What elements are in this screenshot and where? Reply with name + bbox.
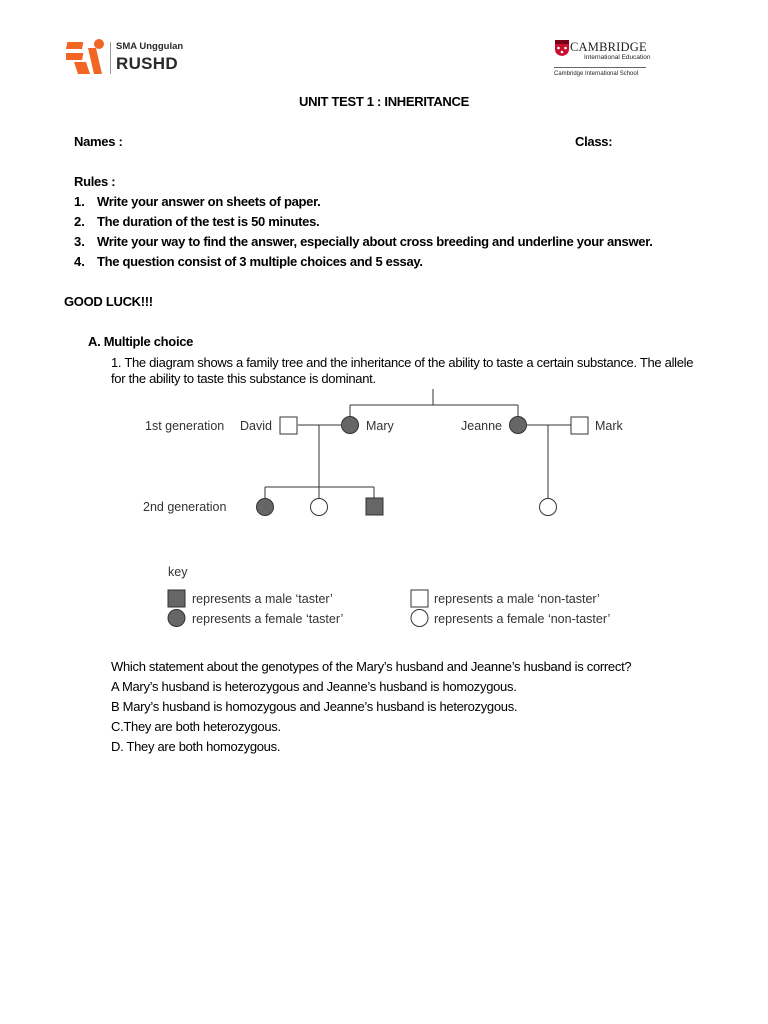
david-male-non-taster <box>280 417 297 434</box>
rule-text: Write your way to find the answer, especially about cross breeding and underline your answer. <box>97 234 653 249</box>
key-female-non-taster-symbol <box>411 610 428 627</box>
key-female-taster-symbol <box>168 610 185 627</box>
name-david: David <box>240 419 272 433</box>
child-male-taster <box>366 498 383 515</box>
names-label: Names : <box>74 134 123 149</box>
child-female-non-taster <box>311 499 328 516</box>
question-text-line1: 1. The diagram shows a family tree and the inheritance of the ability to taste a certain substance. The allele <box>111 355 694 370</box>
cambridge-school-label: Cambridge International School <box>554 71 639 77</box>
school-logo <box>66 38 196 78</box>
rule-text: The duration of the test is 50 minutes. <box>97 214 320 229</box>
pedigree-lines <box>265 389 571 498</box>
answer-option-d: D. They are both homozygous. <box>111 739 281 754</box>
rule-number: 3. <box>74 234 85 249</box>
key-male-non-taster-symbol <box>411 590 428 607</box>
key-female-non-taster-label: represents a female ‘non-taster’ <box>434 612 611 626</box>
cambridge-name: CAMBRIDGE <box>570 40 647 54</box>
name-mary: Mary <box>366 419 394 433</box>
rushd-emblem-icon <box>66 38 108 76</box>
section-a-heading: A. Multiple choice <box>88 334 194 349</box>
answer-option-b: B Mary’s husband is homozygous and Jeanne’s husband is heterozygous. <box>111 699 518 714</box>
logo-divider <box>110 42 111 74</box>
question-text-line2: for the ability to taste this substance is dominant. <box>111 371 376 386</box>
rule-text: Write your answer on sheets of paper. <box>97 194 321 209</box>
gen1-label: 1st generation <box>145 419 225 433</box>
good-luck-text: GOOD LUCK!!! <box>64 294 153 309</box>
school-small-label: SMA Unggulan <box>116 41 184 52</box>
key-title: key <box>168 565 188 579</box>
school-name: RUSHD <box>116 54 178 73</box>
name-jeanne: Jeanne <box>461 419 503 433</box>
answer-option-a: A Mary’s husband is heterozygous and Jeanne’s husband is homozygous. <box>111 679 517 694</box>
rule-text: The question consist of 3 multiple choices and 5 essay. <box>97 254 423 269</box>
family-tree-diagram <box>0 380 768 640</box>
cambridge-shield-icon <box>554 39 570 57</box>
cousin-female-non-taster <box>540 499 557 516</box>
key-male-taster-label: represents a male ‘taster’ <box>192 592 333 606</box>
page-title: UNIT TEST 1 : INHERITANCE <box>299 94 469 109</box>
child-female-taster <box>257 499 274 516</box>
rule-number: 2. <box>74 214 85 229</box>
class-label: Class: <box>575 134 613 149</box>
rule-number: 1. <box>74 194 85 209</box>
mary-female-taster <box>342 417 359 434</box>
key-male-taster-symbol <box>168 590 185 607</box>
mark-male-non-taster <box>571 417 588 434</box>
answer-option-c: C.They are both heterozygous. <box>111 719 281 734</box>
key-female-taster-label: represents a female ‘taster’ <box>192 612 344 626</box>
cambridge-subtitle: International Education <box>584 54 651 61</box>
rules-heading: Rules : <box>74 174 116 189</box>
name-mark: Mark <box>595 419 623 433</box>
question-stem: Which statement about the genotypes of the Mary’s husband and Jeanne’s husband is correct? <box>111 659 632 674</box>
cambridge-divider <box>554 67 646 68</box>
cambridge-logo <box>552 38 662 84</box>
key-male-non-taster-label: represents a male ‘non-taster’ <box>434 592 600 606</box>
jeanne-female-taster <box>510 417 527 434</box>
rule-number: 4. <box>74 254 85 269</box>
gen2-label: 2nd generation <box>143 500 227 514</box>
